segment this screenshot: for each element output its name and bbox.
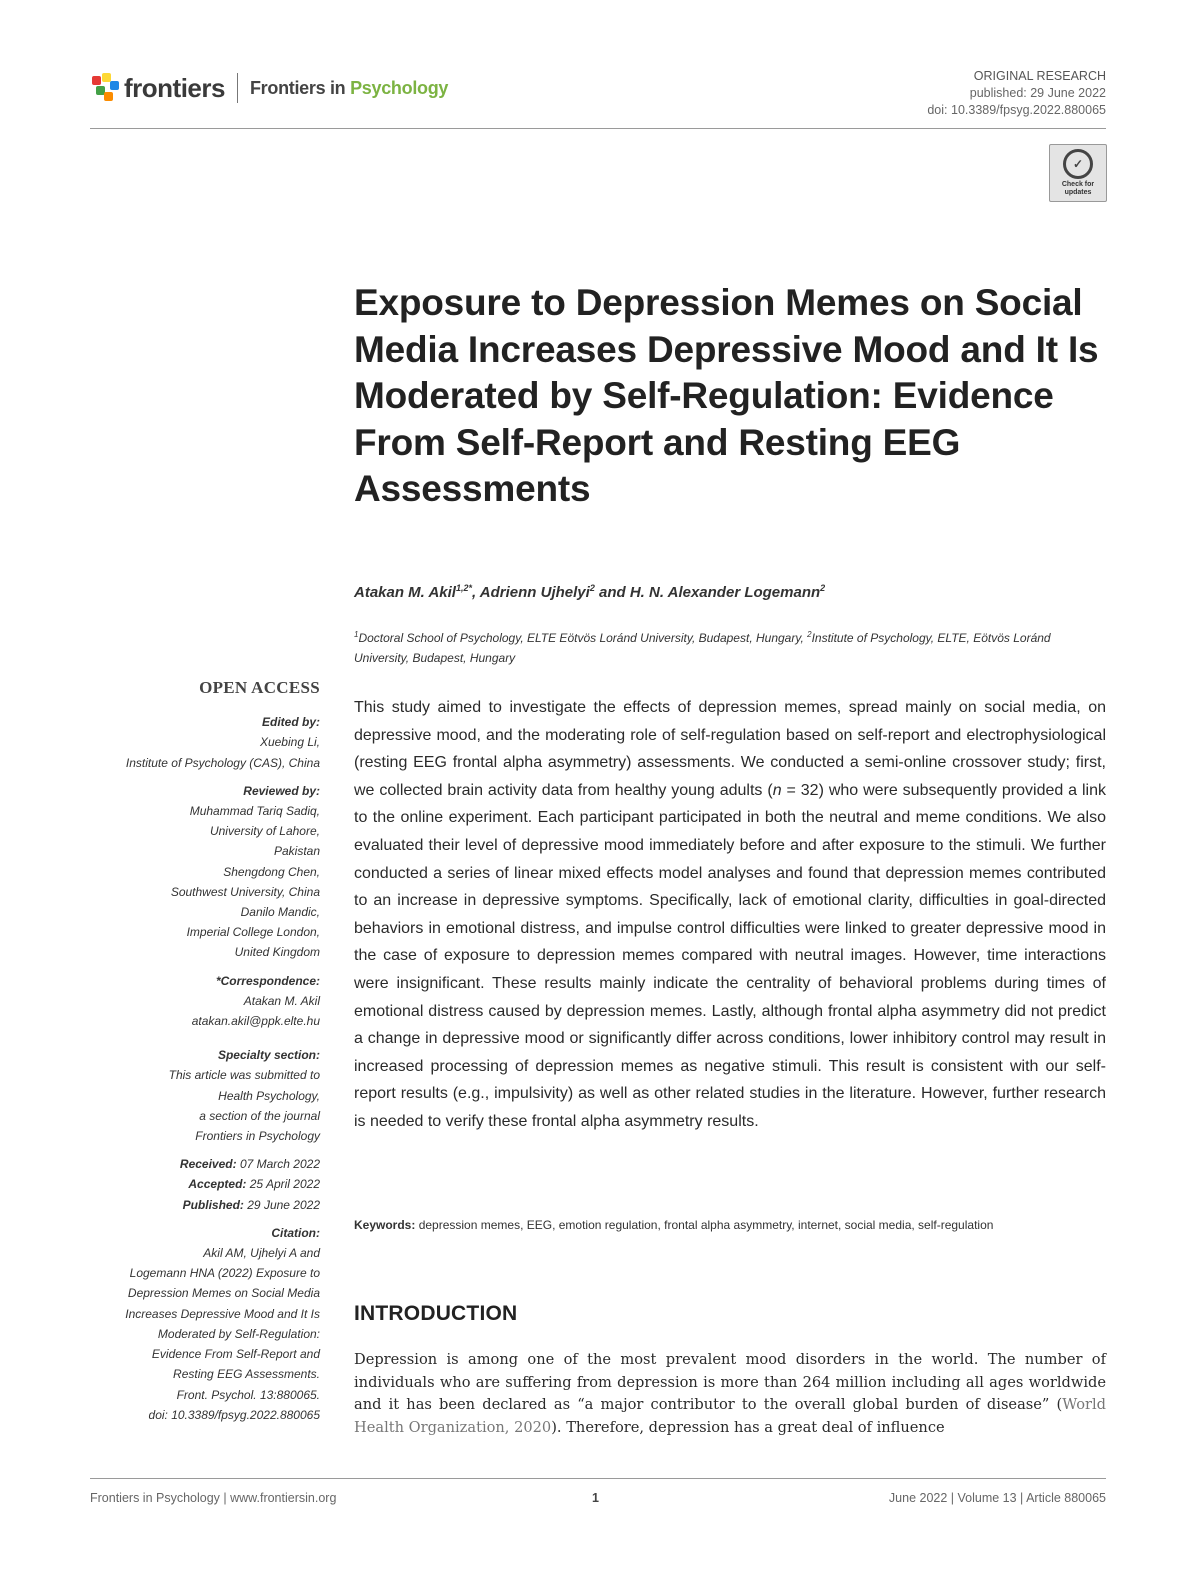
correspondence-block: *Correspondence: Atakan M. Akil atakan.akil@ppk.elte.hu — [90, 971, 320, 1032]
open-access-label: OPEN ACCESS — [199, 678, 320, 697]
introduction-heading: INTRODUCTION — [354, 1302, 518, 1325]
article-meta — [927, 68, 1106, 119]
abstract: This study aimed to investigate the effects of depression memes, spread mainly on social media, on depressive mood, and the moderating role of self-regulation based on self-report and electrophysiological (resting EEG frontal alpha asymmetry) assessments. We conducted a semi-online crossover study; first, we collected brain activity data from healthy young adults (n = 32) who were subsequently provided a link to the online experiment. Each participant participated in both the neutral and meme conditions. We also evaluated their level of depressive mood immediately before and after exposure to the stimuli. We further conducted a series of linear mixed effects model analyses and found that depression memes contributed to an increase in depressive symptoms. Specifically, lack of emotional clarity, difficulties in goal-directed behaviors in emotional distress, and impulse control difficulties were linked to greater depressive mood in the case of exposure to depression memes compared with neutral images. However, time interactions were insignificant. These results mainly indicate the centrality of behavioral problems during times of emotional distress caused by depression memes. Lastly, although frontal alpha asymmetry did not predict a change in depressive mood or significantly differ across conditions, lower inhibitory control may result in increased processing of depression memes as negative stimuli. This result is consistent with our self-report results (e.g., impulsivity) as well as other related studies in the literature. However, further research is needed to verify these frontal alpha asymmetry results. — [354, 699, 1106, 1130]
crossmark-icon: ✓ — [1063, 149, 1093, 179]
author-2[interactable]: Adrienn Ujhelyi — [479, 584, 590, 601]
article-title: Exposure to Depression Memes on Social Media Increases Depressive Mood and It Is Moderated by Self-Regulation: Evidence From Self-Report and Resting EEG Assessments — [354, 282, 1099, 509]
logo-wordmark: frontiers — [124, 72, 225, 103]
journal-name: Frontiers in Psychology — [249, 77, 449, 98]
citation-block: Citation: Akil AM, Ujhelyi A and Logemann HNA (2022) Exposure to Depression Memes on Social Media Increases Depressive Mood and It Is Moderated by Self-Regulation: Evidence From Self-Report and Resting EEG Assessments. Front. Psychol. 13:880065. doi: 10.3389/fpsyg.2022.880065 — [90, 1223, 320, 1425]
citation-doi[interactable]: doi: 10.3389/fpsyg.2022.880065 — [148, 1407, 320, 1422]
frontiers-logo-icon — [90, 73, 120, 103]
logo-divider — [237, 73, 238, 103]
introduction-text: Depression is among one of the most prevalent mood disorders in the world. The number of individuals who are suffering from depression is more than 264 million including all ages worldwide and it has been declared as “a major contributor to the overall global burden of disease” (World Health Organization, 2020). Therefore, depression has a great deal of influence — [354, 1351, 1106, 1436]
frontiers-logo[interactable] — [90, 70, 448, 106]
author-list: Atakan M. Akil$^{1,2*}$, Adrienn Ujhelyi$^2$ and H. N. Alexander Logemann$^2$ — [354, 583, 826, 601]
footer-divider — [90, 1478, 1106, 1479]
author-1[interactable]: Atakan M. Akil — [354, 584, 456, 601]
article-sidebar — [90, 678, 320, 1433]
author-3[interactable]: H. N. Alexander Logemann — [629, 584, 821, 601]
footer-issue-info: June 2022 | Volume 13 | Article 880065 — [888, 1491, 1106, 1505]
specialty-section-block: Specialty section: This article was submitted to Health Psychology, a section of the journal Frontiers in Psychology — [168, 1048, 320, 1144]
reviewed-by-block: Reviewed by: Muhammad Tariq Sadiq, University of Lahore, Pakistan Shengdong Chen, Southwest University, China Danilo Mandic, Imperial College London, United Kingdom — [170, 783, 320, 960]
article-doi[interactable]: doi: 10.3389/fpsyg.2022.880065 — [927, 103, 1106, 117]
crossmark-label: Check for updates — [1061, 181, 1095, 196]
footer-journal-link[interactable]: Frontiers in Psychology | www.frontiersin.org — [90, 1491, 337, 1505]
published-date: published: 29 June 2022 — [969, 86, 1106, 100]
header-divider — [90, 128, 1106, 129]
article-type: ORIGINAL RESEARCH — [973, 69, 1106, 83]
reference-link[interactable]: World Health Organization, 2020 — [354, 1396, 1106, 1436]
affiliations: $^1$Doctoral School of Psychology, ELTE Eötvös Loránd University, Budapest, Hungary, $^2$Institute of Psychology, ELTE, Eötvös Loránd University, Budapest, Hungary — [354, 630, 1051, 665]
crossmark-badge[interactable] — [1049, 144, 1107, 202]
edited-by-block: Edited by: Xuebing Li, Institute of Psychology (CAS), China — [125, 715, 320, 770]
page-number: 1 — [592, 1491, 599, 1505]
correspondence-email[interactable]: atakan.akil@ppk.elte.hu — [191, 1014, 320, 1029]
keywords: Keywords: depression memes, EEG, emotion regulation, frontal alpha asymmetry, internet, social media, self-regulation — [354, 1218, 994, 1232]
dates-block: Received: 07 March 2022 Accepted: 25 April 2022 Published: 29 June 2022 — [179, 1157, 320, 1212]
